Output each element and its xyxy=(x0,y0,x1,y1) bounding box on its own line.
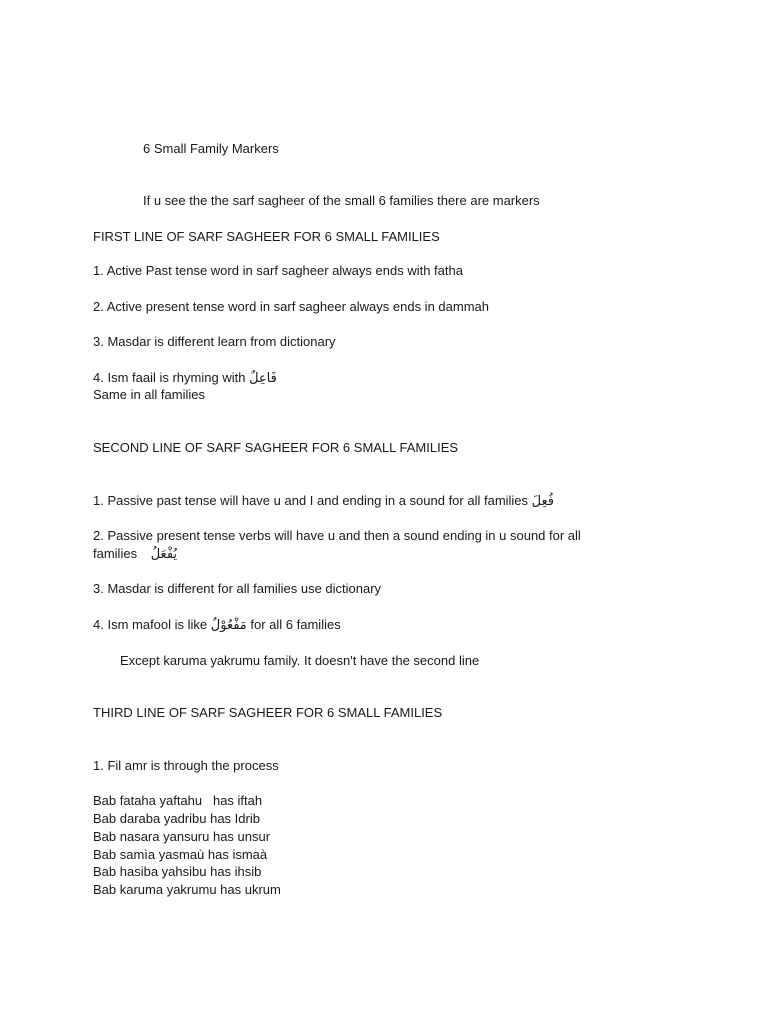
second-line-item-4 xyxy=(93,617,341,634)
same-in-all-note: Same in all families xyxy=(93,387,205,402)
exception-note: Except karuma yakrumu family. It doesn't have the second line xyxy=(120,653,480,668)
bab-list-item: Bab fataha yaftahu has iftah xyxy=(93,793,263,808)
second-line-item-2-text: families xyxy=(93,546,138,561)
first-line-heading: FIRST LINE OF SARF SAGHEER FOR 6 SMALL FAMILIES xyxy=(93,229,440,244)
first-line-item-1: 1. Active Past tense word in sarf sagheer always ends with fatha xyxy=(93,263,463,278)
page-title: 6 Small Family Markers xyxy=(143,141,279,156)
second-line-item-1-arabic: فُعِلَ xyxy=(531,494,555,509)
first-line-item-3: 3. Masdar is different learn from dictionary xyxy=(93,334,336,349)
second-line-item-4-text-b: for all 6 families xyxy=(250,617,341,632)
second-line-item-1-text: 1. Passive past tense will have u and I and ending in a sound for all families xyxy=(93,493,529,508)
second-line-item-4-text-a: 4. Ism mafool is like xyxy=(93,617,208,632)
bab-list-item: Bab karuma yakrumu has ukrum xyxy=(93,882,281,897)
first-line-item-4 xyxy=(93,370,277,387)
second-line-heading: SECOND LINE OF SARF SAGHEER FOR 6 SMALL FAMILIES xyxy=(93,440,459,455)
bab-list-item: Bab hasiba yahsibu has ihsib xyxy=(93,864,262,879)
bab-list-item: Bab nasara yansuru has unsur xyxy=(93,829,271,844)
first-line-item-4-arabic: فَاعِلٌ xyxy=(249,371,277,386)
third-line-heading: THIRD LINE OF SARF SAGHEER FOR 6 SMALL FAMILIES xyxy=(93,705,443,720)
third-line-item-1: 1. Fil amr is through the process xyxy=(93,758,279,773)
first-line-item-4-text: 4. Ism faail is rhyming with xyxy=(93,370,246,385)
second-line-item-2-line-2 xyxy=(93,546,177,563)
second-line-item-3: 3. Masdar is different for all families use dictionary xyxy=(93,581,382,596)
bab-list-item: Bab daraba yadribu has Idrib xyxy=(93,811,260,826)
second-line-item-4-arabic: مَفْعُوْلٌ xyxy=(210,618,247,633)
bab-list-item: Bab samìa yasmaù has ismaà xyxy=(93,847,268,862)
first-line-item-2: 2. Active present tense word in sarf sagheer always ends in dammah xyxy=(93,299,489,314)
second-line-item-2-line-1: 2. Passive present tense verbs will have u and then a sound ending in u sound for all xyxy=(93,528,581,543)
second-line-item-1 xyxy=(93,493,554,510)
intro-text: If u see the the sarf sagheer of the small 6 families there are markers xyxy=(143,193,540,208)
second-line-item-2-arabic: يُفْعَلُ xyxy=(150,547,178,562)
